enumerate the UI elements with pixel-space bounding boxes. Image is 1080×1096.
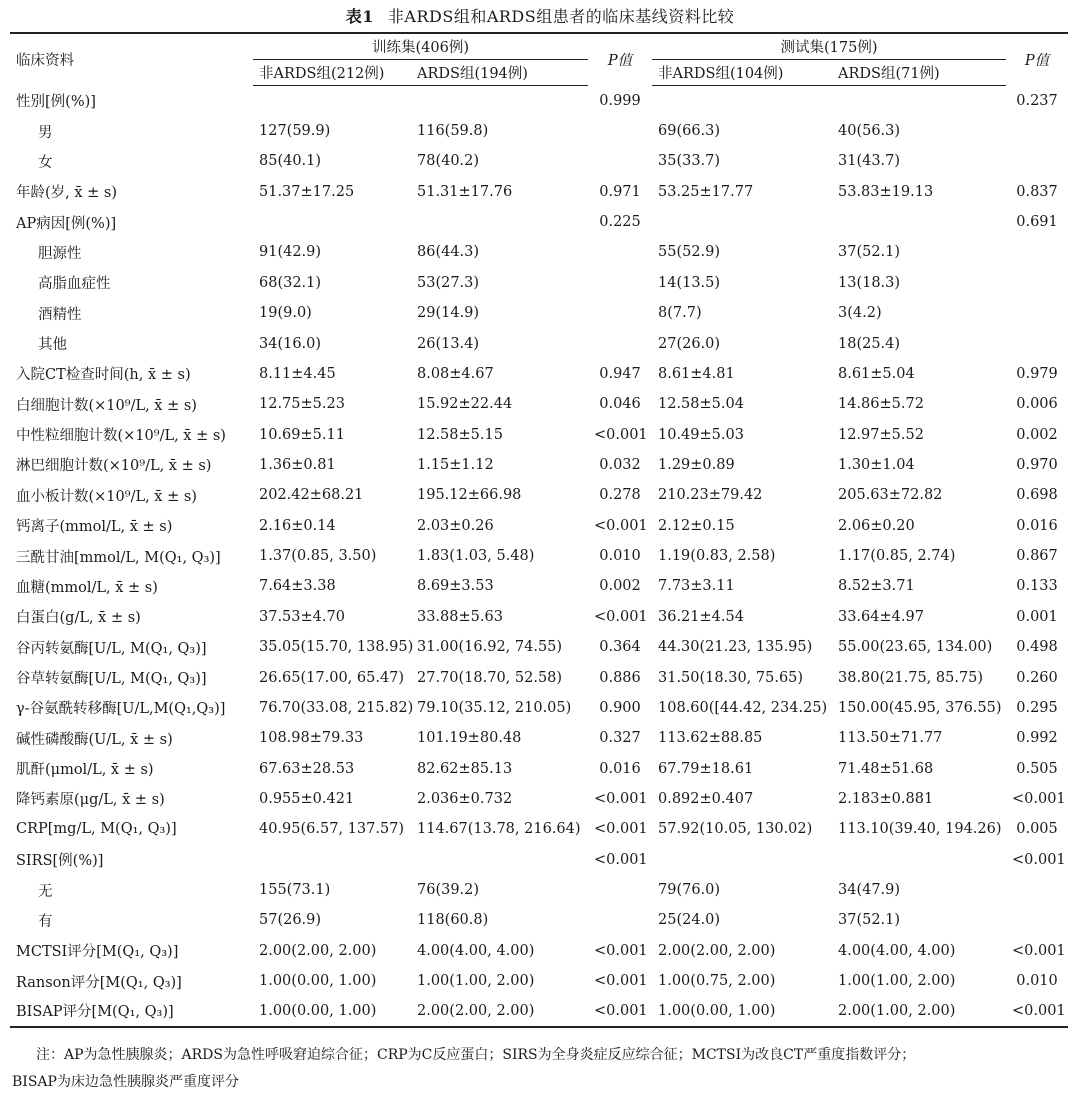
table-row (10, 146, 1068, 176)
row-label: γ-谷氨酰转移酶[U/L,M(Q₁,Q₃)] (16, 701, 226, 718)
cell-test-non-ards: 31.50(18.30, 75.65) (658, 669, 804, 686)
cell-train-non-ards: 7.64±3.38 (259, 578, 336, 595)
cell-train-p (588, 268, 652, 298)
cell-test-ards: 38.80(21.75, 85.75) (838, 669, 984, 686)
cell-test-p (1006, 875, 1068, 905)
cell-train-p: 0.016 (599, 760, 641, 777)
cell-test-non-ards: 57.92(10.05, 130.02) (658, 821, 813, 838)
cell-train-non-ards: 108.98±79.33 (259, 730, 364, 747)
row-label: 年龄(岁, x̄ ± s) (16, 185, 118, 202)
row-label: SIRS[例(%)] (16, 853, 104, 870)
cell-test-p: 0.001 (1016, 608, 1058, 625)
row-label: 高脂血症性 (38, 276, 111, 293)
row-label: 谷草转氨酶[U/L, M(Q₁, Q₃)] (16, 671, 207, 687)
cell-train-p (588, 328, 652, 358)
cell-test-ards: 150.00(45.95, 376.55) (838, 699, 1002, 716)
table-row (10, 632, 1068, 662)
cell-test-p (1006, 146, 1068, 176)
cell-test-ards: 2.00(1.00, 2.00) (838, 1002, 956, 1019)
cell-train-p: 0.971 (599, 183, 641, 200)
cell-test-non-ards: 7.73±3.11 (658, 578, 735, 595)
cell-train-p: <0.001 (594, 608, 648, 625)
cell-test-p: <0.001 (1012, 851, 1066, 868)
footnote-line-1: 注：AP为急性胰腺炎；ARDS为急性呼吸窘迫综合征；CRP为C反应蛋白；SIRS为全身炎症反应综合征；MCTSI为改良CT严重度指数评分； (36, 1047, 916, 1063)
cell-train-non-ards: 1.37(0.85, 3.50) (259, 548, 377, 565)
table-row (10, 359, 1068, 389)
row-label: 钙离子(mmol/L, x̄ ± s) (16, 519, 173, 536)
cell-train-non-ards: 2.00(2.00, 2.00) (259, 942, 377, 959)
table-row (10, 723, 1068, 753)
row-label: AP病因[例(%)] (16, 215, 117, 232)
cell-train-p: <0.001 (594, 517, 648, 534)
row-label: 有 (38, 913, 53, 930)
cell-test-ards: 8.61±5.04 (838, 365, 915, 382)
cell-train-ards: 2.03±0.26 (417, 517, 494, 534)
cell-test-non-ards: 113.62±88.85 (658, 730, 763, 747)
header-test-group: 测试集(175例) (652, 33, 1006, 60)
cell-train-p: 0.364 (599, 639, 641, 656)
cell-test-non-ards (652, 207, 832, 237)
row-label: 碱性磷酸酶(U/L, x̄ ± s) (16, 731, 173, 748)
cell-train-p: 0.032 (599, 456, 641, 473)
table-row (10, 571, 1068, 601)
cell-test-ards: 2.183±0.881 (838, 790, 934, 807)
header-train-non-ards: 非ARDS组(212例) (253, 60, 411, 86)
cell-test-non-ards: 1.00(0.00, 1.00) (658, 1002, 776, 1019)
table-number: 表1 (345, 7, 374, 26)
cell-test-non-ards: 210.23±79.42 (658, 487, 763, 504)
table-row (10, 966, 1068, 996)
cell-train-non-ards: 202.42±68.21 (259, 487, 364, 504)
cell-train-p: 0.327 (599, 730, 641, 747)
cell-train-ards: 2.00(2.00, 2.00) (417, 1002, 535, 1019)
table-row (10, 86, 1068, 116)
cell-train-non-ards: 19(9.0) (259, 305, 312, 322)
table-row (10, 784, 1068, 814)
cell-train-non-ards: 155(73.1) (259, 882, 331, 899)
cell-train-p: 0.010 (599, 548, 641, 565)
cell-train-non-ards: 85(40.1) (259, 153, 322, 170)
cell-train-p: 0.046 (599, 396, 641, 413)
cell-test-p: 0.002 (1016, 426, 1058, 443)
cell-test-ards: 40(56.3) (838, 123, 901, 140)
cell-test-non-ards: 1.00(0.75, 2.00) (658, 973, 776, 990)
cell-test-ards: 37(52.1) (838, 244, 901, 261)
cell-train-non-ards: 2.16±0.14 (259, 517, 336, 534)
cell-train-ards: 8.69±3.53 (417, 578, 494, 595)
cell-train-non-ards: 35.05(15.70, 138.95) (259, 639, 414, 656)
cell-test-ards: 71.48±51.68 (838, 760, 934, 777)
cell-train-ards: 4.00(4.00, 4.00) (417, 942, 535, 959)
cell-train-non-ards: 1.00(0.00, 1.00) (259, 1002, 377, 1019)
cell-train-ards (411, 86, 588, 116)
cell-train-ards: 51.31±17.76 (417, 183, 513, 200)
cell-train-p: 0.999 (599, 92, 641, 109)
cell-test-p: <0.001 (1012, 790, 1066, 807)
cell-train-ards: 101.19±80.48 (417, 730, 522, 747)
cell-test-non-ards: 25(24.0) (658, 912, 721, 929)
header-test-ards: ARDS组(71例) (832, 60, 1006, 86)
row-label: 胆源性 (38, 245, 82, 262)
cell-train-ards: 86(44.3) (417, 244, 480, 261)
cell-train-ards: 29(14.9) (417, 305, 480, 322)
cell-test-p (1006, 116, 1068, 146)
header-test-non-ards: 非ARDS组(104例) (652, 60, 832, 86)
cell-train-p: 0.886 (599, 669, 641, 686)
cell-test-non-ards: 1.29±0.89 (658, 456, 735, 473)
table-row (10, 753, 1068, 783)
cell-test-non-ards: 69(66.3) (658, 123, 721, 140)
cell-test-p: 0.260 (1016, 669, 1058, 686)
cell-train-p (588, 875, 652, 905)
cell-train-non-ards: 12.75±5.23 (259, 396, 345, 413)
cell-test-ards: 1.00(1.00, 2.00) (838, 973, 956, 990)
table-row (10, 177, 1068, 207)
cell-train-ards: 27.70(18.70, 52.58) (417, 669, 563, 686)
cell-test-ards: 18(25.4) (838, 335, 901, 352)
cell-test-non-ards: 108.60([44.42, 234.25) (658, 699, 828, 716)
cell-train-ards: 195.12±66.98 (417, 487, 522, 504)
cell-train-p (588, 905, 652, 935)
row-label: 三酰甘油[mmol/L, M(Q₁, Q₃)] (16, 549, 221, 566)
cell-train-p: 0.900 (599, 699, 641, 716)
row-label: 入院CT检查时间(h, x̄ ± s) (16, 367, 191, 384)
cell-train-ards: 118(60.8) (417, 912, 489, 929)
cell-test-ards: 8.52±3.71 (838, 578, 915, 595)
table-footnote (12, 1042, 1072, 1096)
cell-test-p: 0.837 (1016, 183, 1058, 200)
cell-test-ards: 14.86±5.72 (838, 396, 924, 413)
row-label: 性别[例(%)] (16, 94, 96, 111)
cell-test-non-ards: 36.21±4.54 (658, 608, 744, 625)
cell-train-ards: 8.08±4.67 (417, 365, 494, 382)
cell-train-non-ards (253, 207, 411, 237)
cell-train-ards: 76(39.2) (417, 882, 480, 899)
cell-test-p (1006, 328, 1068, 358)
cell-train-p: <0.001 (594, 426, 648, 443)
cell-train-p: 0.947 (599, 365, 641, 382)
cell-test-p: 0.691 (1016, 214, 1058, 231)
cell-test-ards: 34(47.9) (838, 882, 901, 899)
row-label: 淋巴细胞计数(×10⁹/L, x̄ ± s) (16, 458, 212, 475)
cell-train-p: 0.002 (599, 578, 641, 595)
cell-train-non-ards: 51.37±17.25 (259, 183, 355, 200)
table-row (10, 116, 1068, 146)
table-row (10, 996, 1068, 1026)
cell-train-ards: 114.67(13.78, 216.64) (417, 821, 581, 838)
cell-test-p: 0.005 (1016, 821, 1058, 838)
row-label: 男 (38, 124, 53, 141)
cell-train-ards: 79.10(35.12, 210.05) (417, 699, 572, 716)
cell-train-p: <0.001 (594, 851, 648, 868)
cell-train-ards: 78(40.2) (417, 153, 480, 170)
row-label: 无 (38, 883, 53, 900)
cell-test-p (1006, 298, 1068, 328)
cell-test-non-ards: 79(76.0) (658, 882, 721, 899)
cell-test-non-ards: 0.892±0.407 (658, 790, 754, 807)
table-row (10, 905, 1068, 935)
cell-test-ards: 31(43.7) (838, 153, 901, 170)
cell-test-p: 0.867 (1016, 548, 1058, 565)
cell-test-p: <0.001 (1012, 1002, 1066, 1019)
header-row-label: 临床资料 (16, 53, 74, 70)
cell-train-non-ards (253, 86, 411, 116)
cell-test-p: 0.505 (1016, 760, 1058, 777)
row-label: MCTSI评分[M(Q₁, Q₃)] (16, 944, 179, 961)
cell-train-ards: 1.83(1.03, 5.48) (417, 548, 535, 565)
cell-test-ards: 37(52.1) (838, 912, 901, 929)
cell-test-ards: 4.00(4.00, 4.00) (838, 942, 956, 959)
cell-test-p: 0.992 (1016, 730, 1058, 747)
cell-train-ards: 26(13.4) (417, 335, 480, 352)
row-label: 血小板计数(×10⁹/L, x̄ ± s) (16, 488, 197, 505)
row-label: Ranson评分[M(Q₁, Q₃)] (16, 974, 182, 991)
cell-train-p: 0.278 (599, 487, 641, 504)
row-label: 女 (38, 154, 53, 171)
cell-test-p: 0.498 (1016, 639, 1058, 656)
row-label: 降钙素原(μg/L, x̄ ± s) (16, 792, 165, 809)
cell-test-ards: 205.63±72.82 (838, 487, 943, 504)
table-row (10, 450, 1068, 480)
cell-test-p: 0.133 (1016, 578, 1058, 595)
cell-test-ards: 53.83±19.13 (838, 183, 934, 200)
table-row (10, 328, 1068, 358)
table-row (10, 389, 1068, 419)
cell-train-non-ards (253, 844, 411, 874)
cell-train-ards: 15.92±22.44 (417, 396, 513, 413)
cell-train-p: <0.001 (594, 942, 648, 959)
cell-test-non-ards: 27(26.0) (658, 335, 721, 352)
cell-test-non-ards: 8.61±4.81 (658, 365, 735, 382)
cell-train-p: 0.225 (599, 214, 641, 231)
cell-train-non-ards: 57(26.9) (259, 912, 322, 929)
row-label: BISAP评分[M(Q₁, Q₃)] (16, 1004, 174, 1021)
cell-test-non-ards: 44.30(21.23, 135.95) (658, 639, 813, 656)
cell-train-non-ards: 68(32.1) (259, 274, 322, 291)
cell-train-non-ards: 34(16.0) (259, 335, 322, 352)
table-row (10, 237, 1068, 267)
cell-train-non-ards: 91(42.9) (259, 244, 322, 261)
table-row (10, 419, 1068, 449)
cell-test-ards: 113.10(39.40, 194.26) (838, 821, 1002, 838)
header-train-group: 训练集(406例) (253, 33, 588, 60)
cell-test-p: 0.016 (1016, 517, 1058, 534)
cell-test-ards: 13(18.3) (838, 274, 901, 291)
cell-train-ards: 31.00(16.92, 74.55) (417, 639, 563, 656)
cell-test-non-ards: 2.12±0.15 (658, 517, 735, 534)
cell-train-p: <0.001 (594, 1002, 648, 1019)
cell-test-non-ards (652, 844, 832, 874)
table-row (10, 480, 1068, 510)
cell-test-non-ards: 12.58±5.04 (658, 396, 744, 413)
footnote-line-2: BISAP为床边急性胰腺炎严重度评分 (12, 1074, 239, 1090)
cell-train-p: <0.001 (594, 790, 648, 807)
cell-train-ards: 53(27.3) (417, 274, 480, 291)
row-label: 其他 (38, 337, 67, 354)
row-label: 肌酐(μmol/L, x̄ ± s) (16, 762, 154, 779)
table-row (10, 298, 1068, 328)
cell-test-non-ards: 35(33.7) (658, 153, 721, 170)
cell-test-non-ards: 55(52.9) (658, 244, 721, 261)
cell-train-ards: 1.15±1.12 (417, 456, 494, 473)
cell-test-non-ards: 10.49±5.03 (658, 426, 744, 443)
cell-train-non-ards: 26.65(17.00, 65.47) (259, 669, 405, 686)
cell-train-ards: 12.58±5.15 (417, 426, 503, 443)
table-caption (0, 4, 1080, 27)
row-label: 中性粒细胞计数(×10⁹/L, x̄ ± s) (16, 428, 226, 445)
table-title: 非ARDS组和ARDS组患者的临床基线资料比较 (387, 7, 735, 26)
cell-train-non-ards: 0.955±0.421 (259, 790, 355, 807)
cell-test-ards: 113.50±71.77 (838, 730, 943, 747)
cell-train-non-ards: 8.11±4.45 (259, 365, 336, 382)
cell-train-p (588, 146, 652, 176)
cell-test-p: 0.698 (1016, 487, 1058, 504)
cell-train-ards: 33.88±5.63 (417, 608, 503, 625)
table-row (10, 936, 1068, 966)
cell-train-non-ards: 76.70(33.08, 215.82) (259, 699, 414, 716)
cell-test-p: 0.237 (1016, 92, 1058, 109)
table-row (10, 662, 1068, 692)
cell-train-p: <0.001 (594, 821, 648, 838)
cell-test-p: 0.970 (1016, 456, 1058, 473)
cell-train-ards (411, 207, 588, 237)
cell-test-p: <0.001 (1012, 942, 1066, 959)
table-row (10, 693, 1068, 723)
cell-test-non-ards: 1.19(0.83, 2.58) (658, 548, 776, 565)
cell-train-ards: 82.62±85.13 (417, 760, 513, 777)
baseline-table (10, 32, 1068, 1028)
cell-test-ards: 3(4.2) (838, 305, 882, 322)
row-label: CRP[mg/L, M(Q₁, Q₃)] (16, 821, 177, 838)
cell-test-non-ards: 14(13.5) (658, 274, 721, 291)
cell-test-ards: 1.30±1.04 (838, 456, 915, 473)
cell-test-non-ards: 53.25±17.77 (658, 183, 754, 200)
cell-test-ards: 55.00(23.65, 134.00) (838, 639, 993, 656)
table-body (10, 86, 1068, 1027)
cell-train-p (588, 237, 652, 267)
cell-test-non-ards: 67.79±18.61 (658, 760, 754, 777)
header-test-p: P值 (1024, 53, 1050, 70)
header-train-p: P值 (607, 53, 633, 70)
table-row (10, 541, 1068, 571)
header-train-ards: ARDS组(194例) (411, 60, 588, 86)
cell-train-p (588, 116, 652, 146)
cell-train-non-ards: 1.00(0.00, 1.00) (259, 973, 377, 990)
cell-train-non-ards: 1.36±0.81 (259, 456, 336, 473)
row-label: 酒精性 (38, 306, 82, 323)
row-label: 谷丙转氨酶[U/L, M(Q₁, Q₃)] (16, 640, 207, 657)
cell-train-non-ards: 127(59.9) (259, 123, 331, 140)
cell-test-non-ards (652, 86, 832, 116)
table-row (10, 814, 1068, 844)
cell-test-ards: 2.06±0.20 (838, 517, 915, 534)
cell-train-p: <0.001 (594, 973, 648, 990)
table-row (10, 268, 1068, 298)
cell-test-p: 0.006 (1016, 396, 1058, 413)
cell-test-non-ards: 2.00(2.00, 2.00) (658, 942, 776, 959)
table-row (10, 844, 1068, 874)
cell-train-ards: 2.036±0.732 (417, 790, 513, 807)
cell-test-ards: 12.97±5.52 (838, 426, 924, 443)
cell-test-p: 0.010 (1016, 973, 1058, 990)
row-label: 白细胞计数(×10⁹/L, x̄ ± s) (16, 397, 197, 414)
cell-test-ards: 1.17(0.85, 2.74) (838, 548, 956, 565)
cell-test-ards (832, 86, 1006, 116)
table-row (10, 875, 1068, 905)
cell-test-ards: 33.64±4.97 (838, 608, 924, 625)
cell-train-non-ards: 67.63±28.53 (259, 760, 355, 777)
cell-train-non-ards: 37.53±4.70 (259, 608, 345, 625)
cell-train-ards (411, 844, 588, 874)
cell-train-ards: 116(59.8) (417, 123, 489, 140)
row-label: 血糖(mmol/L, x̄ ± s) (16, 579, 158, 596)
cell-train-non-ards: 40.95(6.57, 137.57) (259, 821, 405, 838)
cell-test-ards (832, 844, 1006, 874)
cell-train-ards: 1.00(1.00, 2.00) (417, 973, 535, 990)
cell-test-p (1006, 237, 1068, 267)
row-label: 白蛋白(g/L, x̄ ± s) (16, 610, 141, 627)
cell-test-p (1006, 268, 1068, 298)
cell-test-p: 0.295 (1016, 699, 1058, 716)
table-row (10, 207, 1068, 237)
cell-test-ards (832, 207, 1006, 237)
cell-train-non-ards: 10.69±5.11 (259, 426, 345, 443)
table-row (10, 602, 1068, 632)
cell-test-non-ards: 8(7.7) (658, 305, 702, 322)
cell-test-p: 0.979 (1016, 365, 1058, 382)
table-row (10, 511, 1068, 541)
cell-test-p (1006, 905, 1068, 935)
cell-train-p (588, 298, 652, 328)
